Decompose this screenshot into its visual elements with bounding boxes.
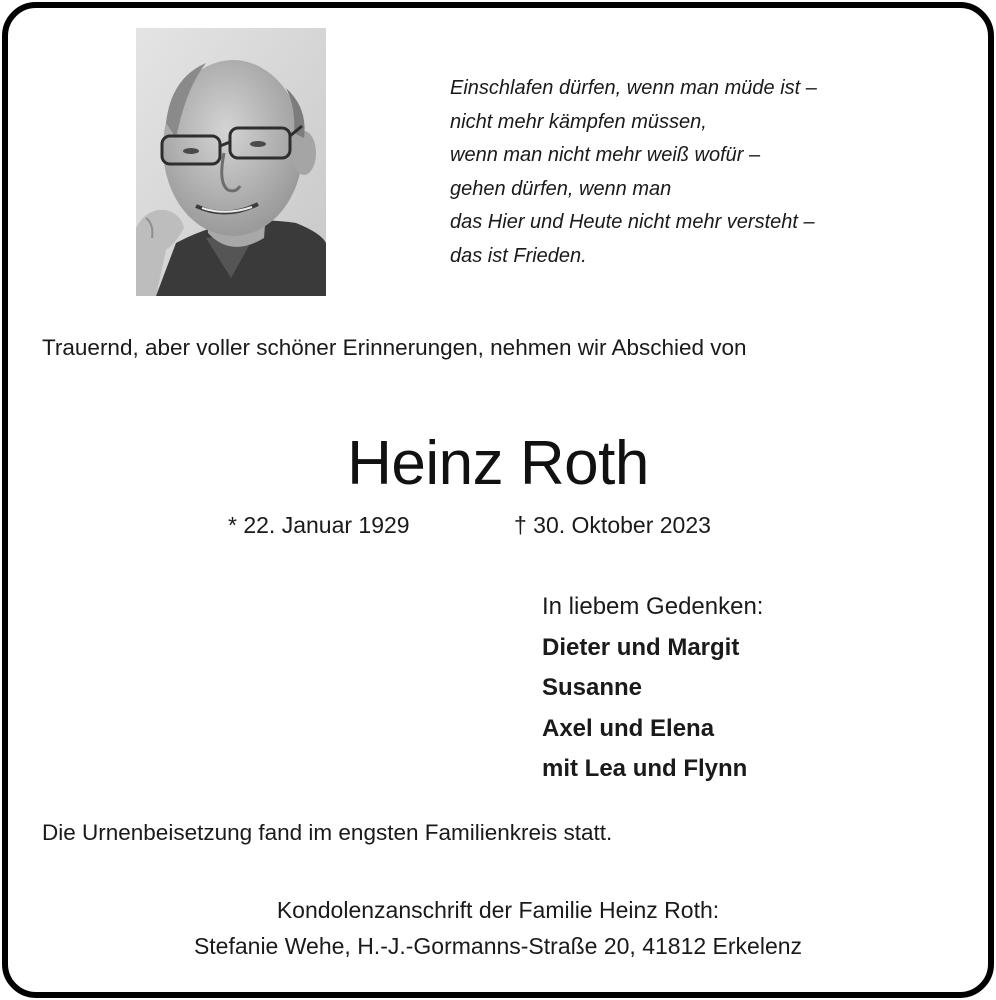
- condolence-address-line: Stefanie Wehe, H.-J.-Gormanns-Straße 20, 41812 Erkelenz: [193, 933, 803, 959]
- poem-line: gehen dürfen, wenn man: [450, 177, 672, 200]
- burial-note: Die Urnenbeisetzung fand im engsten Familienkreis statt.: [42, 820, 613, 845]
- portrait-photo: [136, 28, 326, 296]
- poem-line: nicht mehr kämpfen müssen,: [450, 110, 707, 133]
- mourners-block: [542, 587, 763, 790]
- poem-line: das ist Frieden.: [450, 244, 587, 267]
- mourner-name: mit Lea und Flynn: [542, 755, 748, 782]
- poem-line: wenn man nicht mehr weiß wofür –: [450, 144, 761, 166]
- death-date: † 30. Oktober 2023: [514, 512, 711, 538]
- mourner-name: Axel und Elena: [542, 714, 715, 742]
- farewell-intro: Trauernd, aber voller schöner Erinnerungen, nehmen wir Abschied von: [42, 335, 747, 360]
- condolence-address: [0, 892, 996, 964]
- deceased-name: Heinz Roth: [347, 429, 649, 498]
- birth-date: * 22. Januar 1929: [228, 512, 410, 538]
- mourner-name: Susanne: [542, 674, 643, 701]
- poem: [450, 72, 817, 273]
- mourner-name: Dieter und Margit: [542, 633, 740, 661]
- poem-line: Einschlafen dürfen, wenn man müde ist –: [450, 77, 817, 99]
- condolence-heading: Kondolenzanschrift der Familie Heinz Roth:: [276, 897, 720, 923]
- mourners-heading: In liebem Gedenken:: [542, 593, 764, 620]
- poem-line: das Hier und Heute nicht mehr versteht –: [450, 211, 815, 233]
